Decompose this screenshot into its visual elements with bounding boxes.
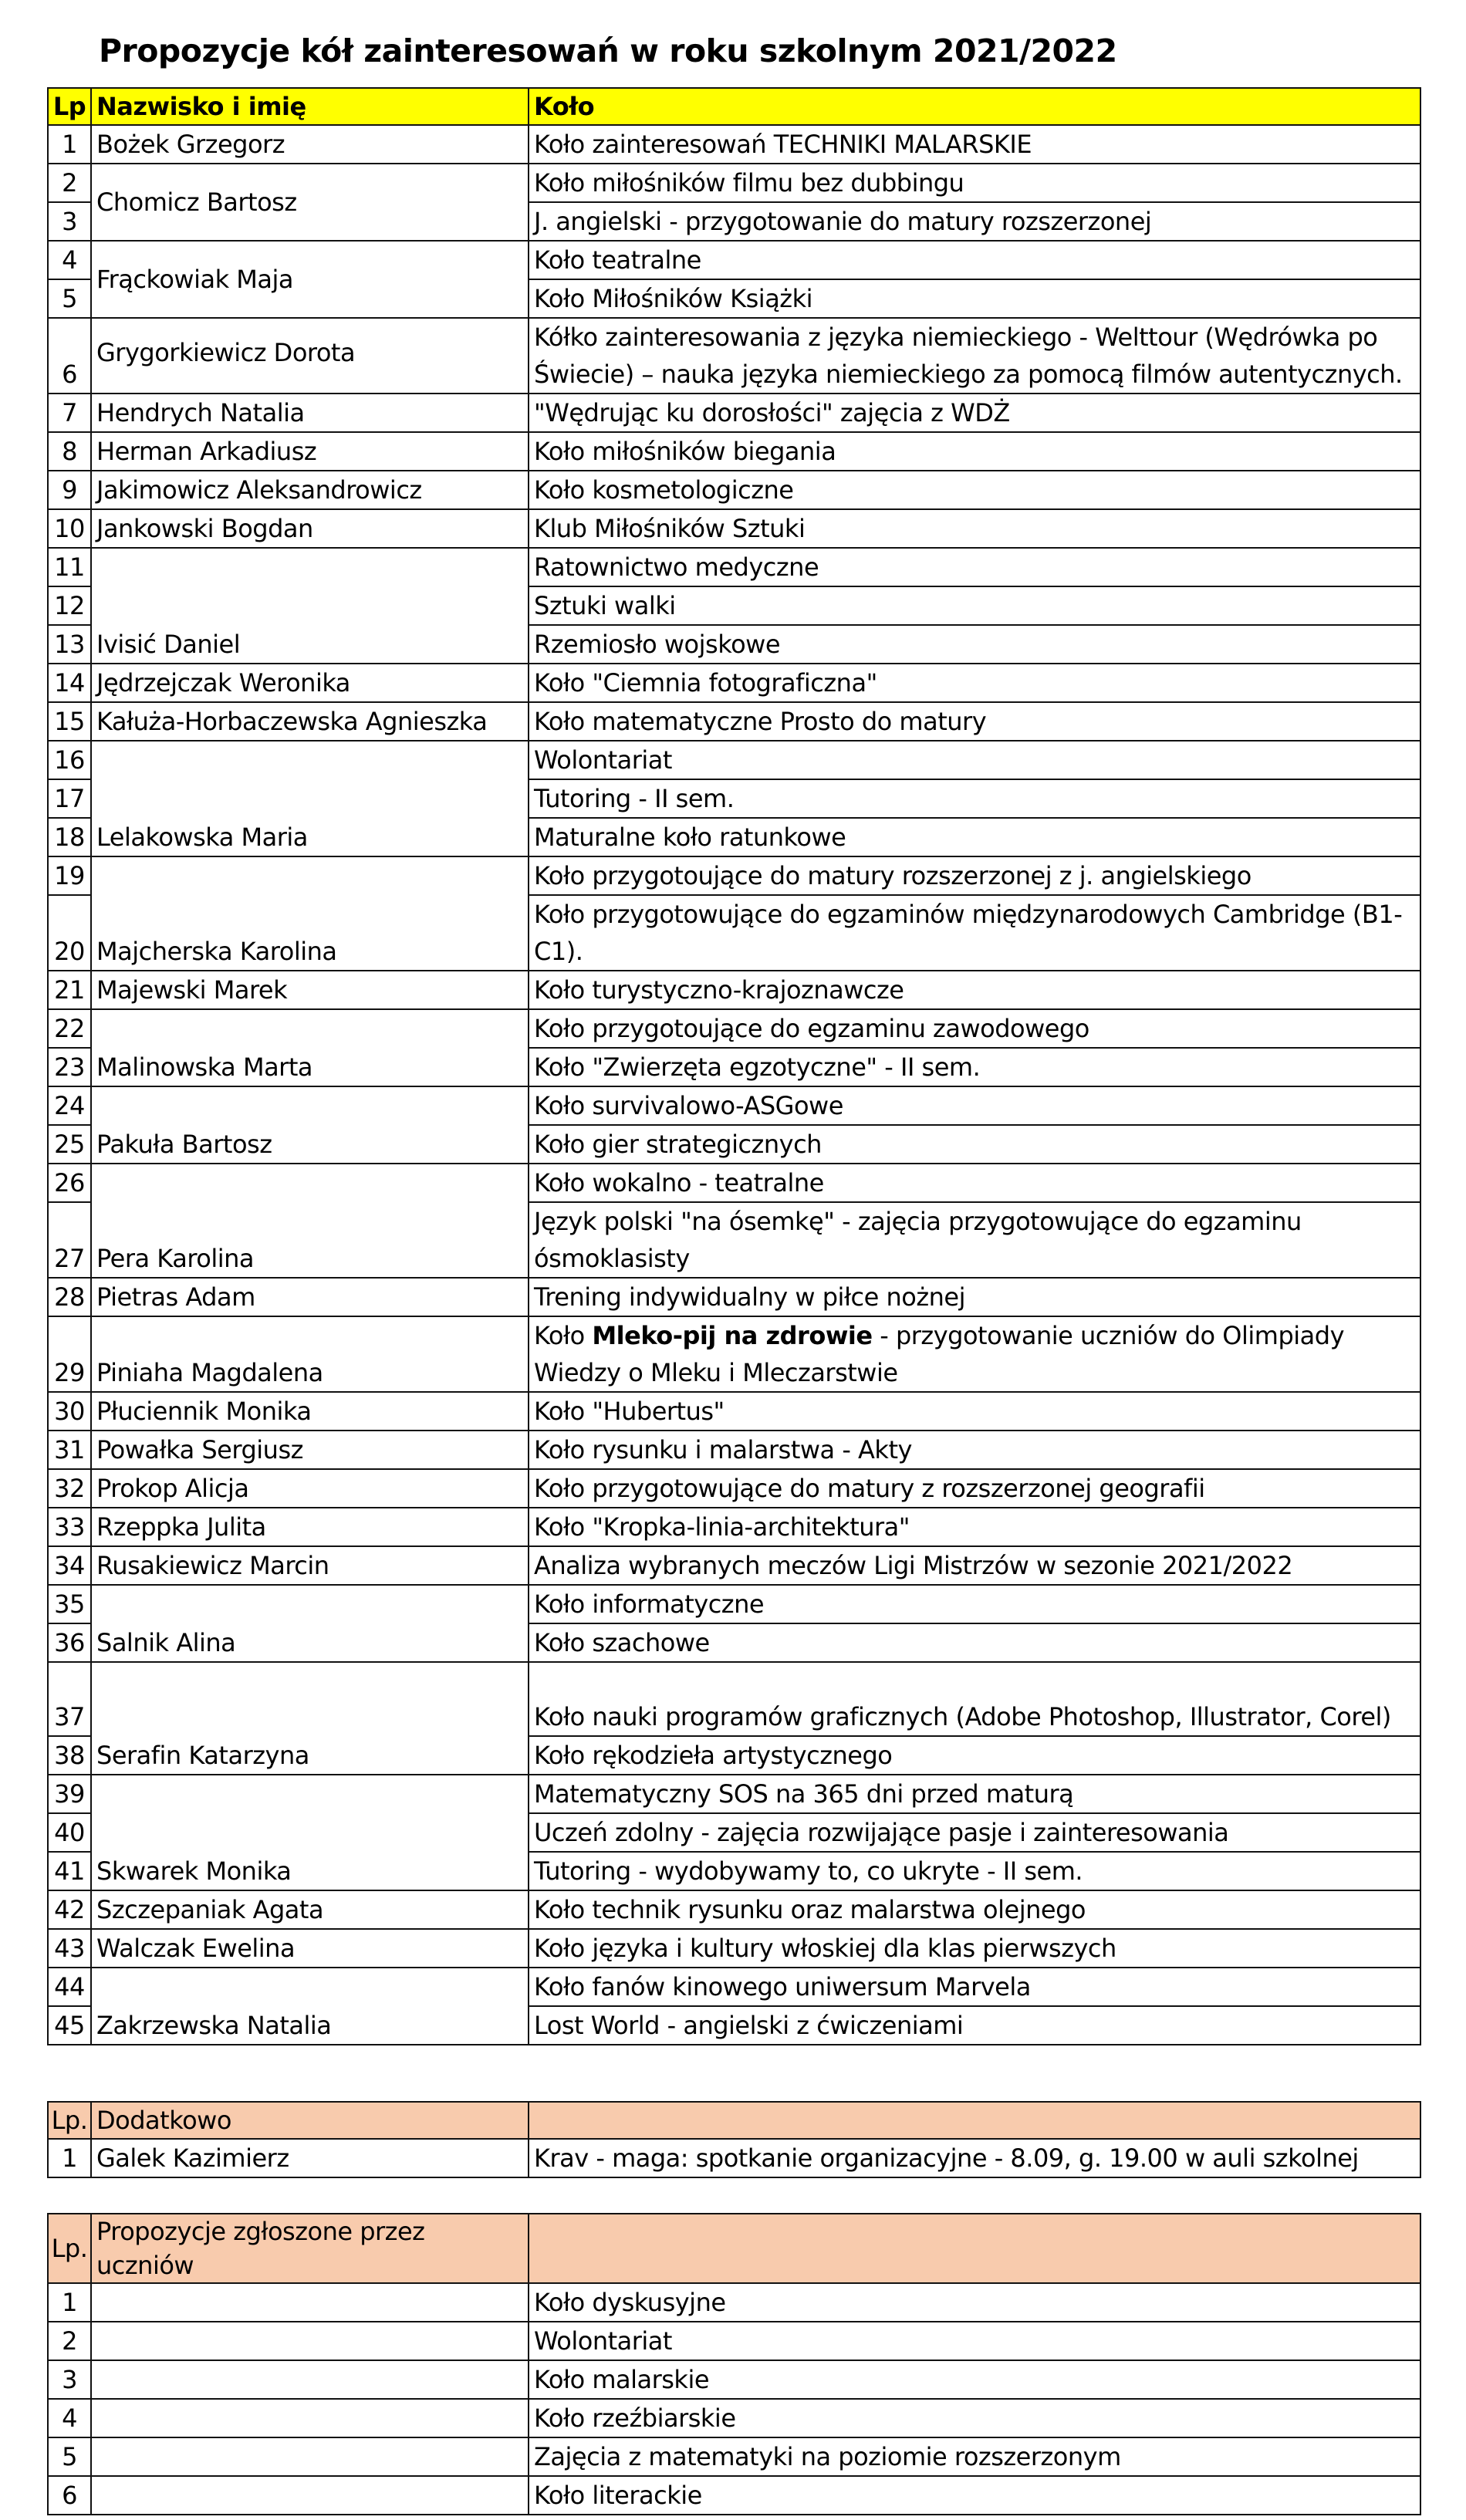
table-row	[48, 1968, 1420, 2006]
row-name-empty	[91, 2476, 529, 2515]
row-name: Pietras Adam	[91, 1278, 529, 1316]
row-lp: 5	[48, 279, 91, 318]
row-lp: 26	[48, 1164, 91, 1202]
row-kolo: Matematyczny SOS na 365 dni przed maturą	[529, 1775, 1420, 1813]
row-kolo: Koło rzeźbiarskie	[529, 2399, 1420, 2437]
row-lp: 23	[48, 1048, 91, 1086]
row-lp: 32	[48, 1469, 91, 1508]
kolo-bold-text: Mleko-pij na zdrowie	[592, 1321, 873, 1350]
row-lp: 28	[48, 1278, 91, 1316]
row-name: Jędrzejczak Weronika	[91, 664, 529, 702]
table-row	[48, 664, 1420, 702]
row-lp: 30	[48, 1392, 91, 1431]
row-kolo: Koło Miłośników Książki	[529, 279, 1420, 318]
table-row	[48, 1546, 1420, 1585]
row-name: Płuciennik Monika	[91, 1392, 529, 1431]
table-row	[48, 1316, 1420, 1392]
row-name: Frąckowiak Maja	[91, 241, 529, 318]
row-kolo: Koło matematyczne Prosto do matury	[529, 702, 1420, 741]
row-kolo: Koło wokalno - teatralne	[529, 1164, 1420, 1202]
row-lp: 3	[48, 202, 91, 241]
row-name: Serafin Katarzyna	[91, 1662, 529, 1775]
row-kolo: Lost World - angielski z ćwiczeniami	[529, 2006, 1420, 2045]
row-lp: 20	[48, 895, 91, 971]
row-kolo: Język polski "na ósemkę" - zajęcia przygotowujące do egzaminu ósmoklasisty	[529, 1202, 1420, 1278]
row-kolo: Koło zainteresowań TECHNIKI MALARSKIE	[529, 125, 1420, 164]
table-row	[48, 394, 1420, 432]
row-kolo: Analiza wybranych meczów Ligi Mistrzów w sezonie 2021/2022	[529, 1546, 1420, 1585]
row-kolo: Koło nauki programów graficznych (Adobe Photoshop, Illustrator, Corel)	[529, 1662, 1420, 1736]
row-kolo: "Wędrując ku dorosłości" zajęcia z WDŻ	[529, 394, 1420, 432]
row-lp: 45	[48, 2006, 91, 2045]
row-name: Bożek Grzegorz	[91, 125, 529, 164]
row-lp: 4	[48, 241, 91, 279]
row-kolo: Maturalne koło ratunkowe	[529, 818, 1420, 856]
header-empty	[529, 2102, 1420, 2139]
table-row	[48, 971, 1420, 1009]
row-lp: 33	[48, 1508, 91, 1546]
row-name: Powałka Sergiusz	[91, 1431, 529, 1469]
row-kolo: Koło "Kropka-linia-architektura"	[529, 1508, 1420, 1546]
row-kolo: Koło dyskusyjne	[529, 2283, 1420, 2322]
row-lp: 38	[48, 1736, 91, 1775]
table-row	[48, 1508, 1420, 1546]
row-lp: 5	[48, 2437, 91, 2476]
row-kolo: Ratownictwo medyczne	[529, 548, 1420, 586]
row-lp: 36	[48, 1623, 91, 1662]
row-lp: 42	[48, 1890, 91, 1929]
row-lp: 11	[48, 548, 91, 586]
row-kolo: Koło rysunku i malarstwa - Akty	[529, 1431, 1420, 1469]
row-kolo: Koło kosmetologiczne	[529, 471, 1420, 509]
row-lp: 34	[48, 1546, 91, 1585]
row-lp: 14	[48, 664, 91, 702]
table-row	[48, 1929, 1420, 1968]
row-name: Prokop Alicja	[91, 1469, 529, 1508]
row-name: Zakrzewska Natalia	[91, 1968, 529, 2045]
table-row	[48, 1469, 1420, 1508]
row-name: Grygorkiewicz Dorota	[91, 318, 529, 394]
row-lp: 43	[48, 1929, 91, 1968]
row-lp: 7	[48, 394, 91, 432]
table-row	[48, 548, 1420, 586]
row-kolo: Koło technik rysunku oraz malarstwa olejnego	[529, 1890, 1420, 1929]
row-lp: 39	[48, 1775, 91, 1813]
row-kolo: Koło "Hubertus"	[529, 1392, 1420, 1431]
table-row	[48, 1585, 1420, 1623]
table-row	[48, 1775, 1420, 1813]
row-lp: 31	[48, 1431, 91, 1469]
row-lp: 4	[48, 2399, 91, 2437]
table-row	[48, 125, 1420, 164]
row-kolo: J. angielski - przygotowanie do matury rozszerzonej	[529, 202, 1420, 241]
table-row	[48, 1009, 1420, 1048]
header-propozycje: Propozycje zgłoszone przez uczniów	[91, 2214, 529, 2283]
extra-table	[47, 2101, 1421, 2178]
page-title: Propozycje kół zainteresowań w roku szkolnym 2021/2022	[99, 32, 1117, 69]
row-name: Szczepaniak Agata	[91, 1890, 529, 1929]
main-table-header	[48, 88, 1420, 125]
row-lp: 37	[48, 1662, 91, 1736]
table-row	[48, 509, 1420, 548]
table-row	[48, 1392, 1420, 1431]
row-lp: 10	[48, 509, 91, 548]
row-lp: 15	[48, 702, 91, 741]
student-table-header	[48, 2214, 1420, 2283]
row-lp: 44	[48, 1968, 91, 2006]
row-lp: 25	[48, 1125, 91, 1164]
row-name: Piniaha Magdalena	[91, 1316, 529, 1392]
row-lp: 6	[48, 2476, 91, 2515]
table-row	[48, 702, 1420, 741]
row-lp: 12	[48, 586, 91, 625]
row-lp: 22	[48, 1009, 91, 1048]
row-lp: 19	[48, 856, 91, 895]
row-kolo: Koło przygotowujące do matury z rozszerzonej geografii	[529, 1469, 1420, 1508]
row-kolo: Koło literackie	[529, 2476, 1420, 2515]
row-lp: 27	[48, 1202, 91, 1278]
row-kolo: Tutoring - II sem.	[529, 779, 1420, 818]
row-kolo: Koło "Zwierzęta egzotyczne" - II sem.	[529, 1048, 1420, 1086]
row-name: Majewski Marek	[91, 971, 529, 1009]
row-lp: 35	[48, 1585, 91, 1623]
row-lp: 41	[48, 1852, 91, 1890]
row-name-empty	[91, 2437, 529, 2476]
table-row	[48, 2360, 1420, 2399]
row-kolo	[529, 1316, 1420, 1392]
table-row	[48, 432, 1420, 471]
row-name: Rusakiewicz Marcin	[91, 1546, 529, 1585]
row-lp: 24	[48, 1086, 91, 1125]
table-row	[48, 856, 1420, 895]
row-lp: 18	[48, 818, 91, 856]
row-kolo: Wolontariat	[529, 741, 1420, 779]
row-name: Pakuła Bartosz	[91, 1086, 529, 1164]
row-name: Lelakowska Maria	[91, 741, 529, 856]
row-name: Hendrych Natalia	[91, 394, 529, 432]
table-row	[48, 2322, 1420, 2360]
row-kolo: Trening indywidualny w piłce nożnej	[529, 1278, 1420, 1316]
row-name: Ivisić Daniel	[91, 548, 529, 664]
row-kolo: Koło teatralne	[529, 241, 1420, 279]
table-row	[48, 1662, 1420, 1736]
extra-table-header	[48, 2102, 1420, 2139]
table-row	[48, 2476, 1420, 2515]
row-kolo: Koło fanów kinowego uniwersum Marvela	[529, 1968, 1420, 2006]
row-lp: 1	[48, 2283, 91, 2322]
row-name: Majcherska Karolina	[91, 856, 529, 971]
row-name-empty	[91, 2399, 529, 2437]
row-name: Pera Karolina	[91, 1164, 529, 1278]
row-kolo: Koło survivalowo-ASGowe	[529, 1086, 1420, 1125]
row-lp: 17	[48, 779, 91, 818]
row-kolo: Koło turystyczno-krajoznawcze	[529, 971, 1420, 1009]
row-name-empty	[91, 2360, 529, 2399]
row-lp: 1	[48, 2139, 91, 2177]
header-lp: Lp.	[48, 2214, 91, 2283]
header-kolo: Koło	[529, 88, 1420, 125]
row-lp: 1	[48, 125, 91, 164]
table-row	[48, 318, 1420, 394]
row-kolo: Tutoring - wydobywamy to, co ukryte - II sem.	[529, 1852, 1420, 1890]
row-lp: 40	[48, 1813, 91, 1852]
row-kolo: Koło rękodzieła artystycznego	[529, 1736, 1420, 1775]
row-kolo: Koło przygotoujące do matury rozszerzonej z j. angielskiego	[529, 856, 1420, 895]
row-lp: 2	[48, 164, 91, 202]
table-row	[48, 1431, 1420, 1469]
row-name: Salnik Alina	[91, 1585, 529, 1662]
row-kolo: Sztuki walki	[529, 586, 1420, 625]
table-row	[48, 471, 1420, 509]
main-table	[47, 87, 1421, 2045]
row-kolo: Wolontariat	[529, 2322, 1420, 2360]
header-lp: Lp.	[48, 2102, 91, 2139]
row-name: Rzeppka Julita	[91, 1508, 529, 1546]
row-kolo: Kółko zainteresowania z języka niemieckiego - Welttour (Wędrówka po Świecie) – nauka języka niemieckiego za pomocą filmów autentycznych.	[529, 318, 1420, 394]
row-lp: 21	[48, 971, 91, 1009]
table-row	[48, 2283, 1420, 2322]
row-name: Jakimowicz Aleksandrowicz	[91, 471, 529, 509]
table-row	[48, 741, 1420, 779]
row-name: Malinowska Marta	[91, 1009, 529, 1086]
header-lp: Lp	[48, 88, 91, 125]
table-row	[48, 241, 1420, 279]
table-row	[48, 1086, 1420, 1125]
row-name: Galek Kazimierz	[91, 2139, 529, 2177]
row-kolo: Zajęcia z matematyki na poziomie rozszerzonym	[529, 2437, 1420, 2476]
row-kolo: Uczeń zdolny - zajęcia rozwijające pasje i zainteresowania	[529, 1813, 1420, 1852]
row-kolo: Koło miłośników biegania	[529, 432, 1420, 471]
header-dodatkowo: Dodatkowo	[91, 2102, 529, 2139]
row-name: Herman Arkadiusz	[91, 432, 529, 471]
row-name-empty	[91, 2283, 529, 2322]
row-lp: 29	[48, 1316, 91, 1392]
row-lp: 6	[48, 318, 91, 394]
row-kolo: Krav - maga: spotkanie organizacyjne - 8.09, g. 19.00 w auli szkolnej	[529, 2139, 1420, 2177]
row-lp: 9	[48, 471, 91, 509]
header-empty	[529, 2214, 1420, 2283]
table-row	[48, 2399, 1420, 2437]
row-kolo: Koło malarskie	[529, 2360, 1420, 2399]
kolo-text: Koło	[534, 1321, 593, 1350]
row-name: Kałuża-Horbaczewska Agnieszka	[91, 702, 529, 741]
row-name: Chomicz Bartosz	[91, 164, 529, 241]
row-kolo: Koło przygotoujące do egzaminu zawodowego	[529, 1009, 1420, 1048]
row-kolo: Koło informatyczne	[529, 1585, 1420, 1623]
row-kolo: Koło języka i kultury włoskiej dla klas pierwszych	[529, 1929, 1420, 1968]
table-row	[48, 164, 1420, 202]
kolo-text: - przygotowanie uczniów do Olimpiady Wiedzy o Mleku i Mleczarstwie	[534, 1321, 1344, 1387]
row-lp: 8	[48, 432, 91, 471]
row-kolo: Koło "Ciemnia fotograficzna"	[529, 664, 1420, 702]
student-proposals-table	[47, 2213, 1421, 2515]
row-kolo: Koło przygotowujące do egzaminów międzynarodowych Cambridge (B1-C1).	[529, 895, 1420, 971]
row-lp: 2	[48, 2322, 91, 2360]
row-lp: 16	[48, 741, 91, 779]
row-kolo: Klub Miłośników Sztuki	[529, 509, 1420, 548]
row-name: Walczak Ewelina	[91, 1929, 529, 1968]
row-name: Jankowski Bogdan	[91, 509, 529, 548]
table-row	[48, 1890, 1420, 1929]
row-kolo: Koło miłośników filmu bez dubbingu	[529, 164, 1420, 202]
table-row	[48, 2139, 1420, 2177]
row-kolo: Koło gier strategicznych	[529, 1125, 1420, 1164]
row-name-empty	[91, 2322, 529, 2360]
header-name: Nazwisko i imię	[91, 88, 529, 125]
table-row	[48, 1278, 1420, 1316]
row-name: Skwarek Monika	[91, 1775, 529, 1890]
table-row	[48, 2437, 1420, 2476]
row-lp: 13	[48, 625, 91, 664]
row-kolo: Koło szachowe	[529, 1623, 1420, 1662]
row-kolo: Rzemiosło wojskowe	[529, 625, 1420, 664]
row-lp: 3	[48, 2360, 91, 2399]
table-row	[48, 1164, 1420, 1202]
